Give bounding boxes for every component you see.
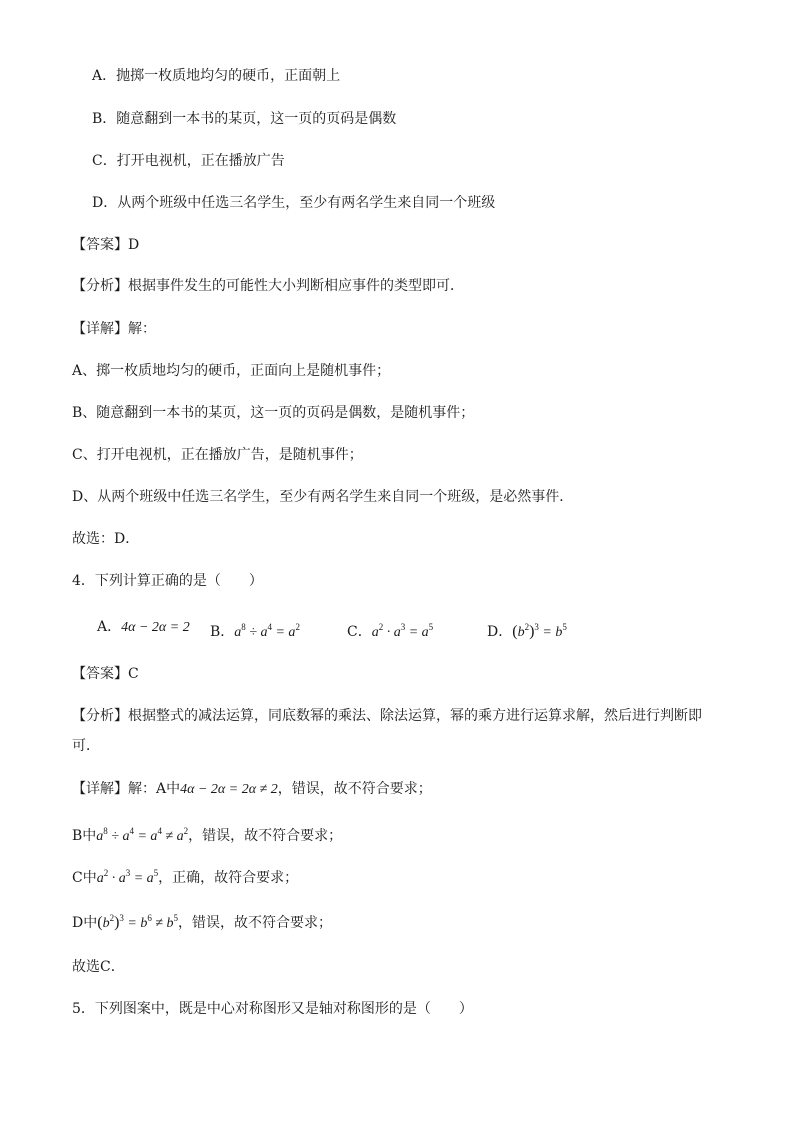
q4-detail-d-suffix: ，错误，故不符合要求； [178,915,333,931]
q4-answer: 【答案】C [72,666,139,682]
q4-option-c-formula: $a^2 \cdot a^3 = a^5$ [371,622,434,640]
q3-option-a: A．抛掷一枚质地均匀的硬币，正面朝上 [92,68,341,84]
q4-option-d-label: D． [487,624,513,640]
q4-options-row [0,617,794,639]
q4-detail-a-suffix: ，错误，故不符合要求； [277,781,432,797]
q4-detail-b-suffix: ，错误，故不符合要求； [188,828,343,844]
q3-answer: 【答案】D [72,237,140,253]
q3-option-d: D．从两个班级中任选三名学生，至少有两名学生来自同一个班级 [92,195,496,211]
q4-detail-d-prefix: D中 [72,915,98,931]
q3-detail-b: B、随意翻到一本书的某页，这一页的页码是偶数，是随机事件； [72,405,475,421]
q4-option-c [347,617,433,643]
q4-option-a-formula: 4α − 2α = 2 [121,620,190,635]
q4-option-b-formula: $a^8 \div a^4 = a^2$ [234,622,300,640]
q4-detail-d [72,908,332,934]
q4-detail-a-prefix: 【详解】解：A中 [72,781,181,797]
q3-detail-a: A、掷一枚质地均匀的硬币，正面向上是随机事件； [72,363,391,379]
q3-detail-c: C、打开电视机，正在播放广告，是随机事件； [72,447,363,463]
q4-detail-c-prefix: C中 [72,870,97,886]
q4-detail-b-formula: $a^8 \div a^4 = a^4 \ne a^2$ [96,826,189,844]
q3-option-b: B．随意翻到一本书的某页，这一页的页码是偶数 [92,111,397,127]
q4-detail-d-formula: $(b^2)^3 = b^6 \ne b^5$ [97,913,179,931]
q4-option-b [210,617,300,643]
q4-option-a-label: A． [97,619,122,635]
q4-stem: 4．下列计算正确的是（ ） [72,573,263,589]
q4-detail-c-formula: $a^2 \cdot a^3 = a^5$ [96,868,159,886]
q4-detail-c-suffix: ，正确，故符合要求； [158,870,299,886]
q4-detail-c [72,863,298,889]
q4-detail-a-formula: 4α − 2α = 2α ≠ 2 [180,782,278,797]
q3-detail-head: 【详解】解： [72,321,156,337]
q4-option-a [97,617,190,638]
q4-option-b-label: B． [210,624,235,640]
q4-analysis-line1: 【分析】根据整式的减法运算，同底数幂的乘法、除法运算，幂的乘方进行运算求解，然后进行判断即 [72,708,702,724]
q4-option-d [487,617,567,643]
q4-detail-b-prefix: B中 [72,828,97,844]
q3-option-c: C．打开电视机，正在播放广告 [92,153,285,169]
q4-detail-b [72,821,342,847]
q4-detail-a [72,779,432,800]
q4-analysis-line2: 可． [72,738,100,754]
q3-detail-d: D、从两个班级中任选三名学生，至少有两名学生来自同一个班级，是必然事件． [72,489,574,505]
q3-choose: 故选：D． [72,531,140,547]
q4-option-c-label: C． [347,624,372,640]
q4-option-d-formula: $(b^2)^3 = b^5$ [512,622,567,640]
q5-stem: 5．下列图案中，既是中心对称图形又是轴对称图形的是（ ） [72,1001,473,1017]
q3-analysis: 【分析】根据事件发生的可能性大小判断相应事件的类型即可． [72,278,464,294]
q4-choose: 故选C． [72,959,125,975]
